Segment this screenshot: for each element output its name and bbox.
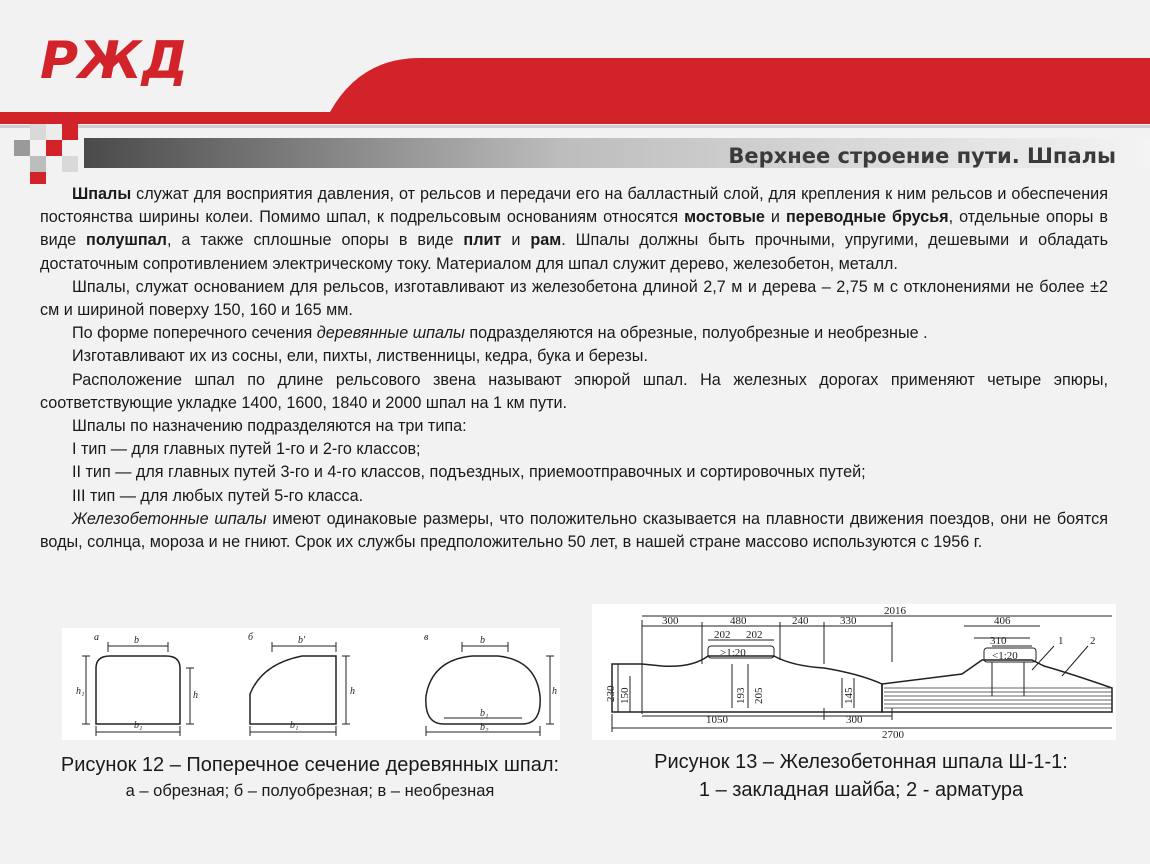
- paragraph-6: Шпалы по назначению подразделяются на три типа:: [72, 417, 467, 436]
- paragraph-7: I тип — для главных путей 1-го и 2-го классов;: [72, 440, 421, 459]
- fig13-dim-310: 310: [990, 635, 1007, 647]
- figure-13-drawing: [592, 604, 1116, 740]
- paragraph-2: Шпалы, служат основанием для рельсов, изготавливают из железобетона длиной 2,7 м и дерева – 2,75 м с отклонениями не более ±2 см и шириной поверху 150, 160 и 165 мм.: [40, 277, 1108, 320]
- fig13-dim-202b: 202: [746, 629, 763, 641]
- fig12-label-b: б: [248, 632, 254, 643]
- slide-header: [0, 0, 1150, 190]
- fig13-dim-240: 240: [792, 615, 809, 627]
- fig12-dim-b1-a: b₁: [134, 720, 143, 731]
- body-text: [40, 183, 1108, 554]
- paragraph-5: Расположение шпал по длине рельсового звена называют эпюрой шпал. На железных дорогах применяют четыре эпюры, соответствующие укладке 1400, 1600, 1840 и 2000 шпал на 1 км пути.: [40, 370, 1108, 412]
- fig12-dim-h-a: h: [193, 690, 198, 701]
- fig13-dim-205: 205: [753, 687, 765, 704]
- fig12-label-c: в: [424, 632, 429, 643]
- fig12-dim-b2-c: b₂: [480, 722, 489, 733]
- fig13-dim-193: 193: [735, 687, 747, 704]
- figure-12-caption-sub: а – обрезная; б – полуобрезная; в – необрезная: [125, 782, 495, 800]
- figure-13-caption: [608, 748, 1114, 804]
- fig13-dim-2700: 2700: [882, 729, 904, 741]
- figure-13-caption-line2: 1 – закладная шайба; 2 - арматура: [698, 779, 1024, 801]
- fig13-dim-145: 145: [843, 687, 855, 704]
- figure-12-caption: [14, 752, 606, 804]
- rzd-logo: [38, 30, 189, 91]
- fig13-dim-480: 480: [730, 615, 747, 627]
- paragraph-9: III тип — для любых путей 5-го класса.: [72, 486, 364, 505]
- fig13-dim-1050: 1050: [706, 714, 728, 726]
- fig12-label-a: а: [94, 632, 99, 643]
- svg-text:РЖД: РЖД: [40, 31, 189, 91]
- fig13-callout-2: 2: [1090, 635, 1096, 647]
- fig13-callout-1: 1: [1058, 635, 1064, 647]
- fig12-dim-b1-b: b₁: [290, 720, 299, 731]
- figure-12-cross-sections: [62, 628, 560, 740]
- paragraph-4: Изготавливают их из сосны, ели, пихты, лиственницы, кедра, бука и березы.: [72, 347, 648, 366]
- paragraph-3: По форме поперечного сечения деревянные шпалы подразделяются на обрезные, полуобрезные и необрезные .: [72, 324, 928, 343]
- fig13-dim-300b: 300: [846, 714, 863, 726]
- fig13-dim-202a: 202: [714, 629, 731, 641]
- paragraph-8: II тип — для главных путей 3-го и 4-го классов, подъездных, приемоотправочных и сортировочных путей;: [72, 463, 866, 482]
- fig12-dim-b-a: b: [134, 635, 139, 646]
- fig12-dim-h-b: h: [350, 686, 355, 697]
- figure-12-drawing: [62, 628, 560, 740]
- fig13-dim-2016: 2016: [884, 605, 906, 617]
- fig12-dim-bprime: b': [298, 635, 306, 646]
- fig13-dim-150: 150: [619, 687, 631, 704]
- fig12-dim-h1-a: h₁: [76, 686, 85, 697]
- paragraph-1: Шпалы служат для восприятия давления, от рельсов и передачи его на балластный слой, для крепления к ним рельсов и обеспечения постоянства ширины колеи. Помимо шпал, к подрельсовым основаниям относятся мостовые и переводные брусья, отдельные опоры в виде полушпал, а также сплошные опоры в виде плит и рам. Шпалы должны быть прочными, упругими, дешевыми и обладать достаточным сопротивлением электрическому току. Материалом для шпал служит дерево, железобетон, металл.: [40, 185, 1109, 273]
- fig12-dim-h-c: h: [552, 686, 557, 697]
- fig13-dim-406: 406: [994, 615, 1011, 627]
- figure-13-concrete-sleeper: [592, 604, 1116, 740]
- paragraph-10: Железобетонные шпалы имеют одинаковые размеры, что положительно сказывается на плавности движения поездов, они не боятся воды, солнца, мороза и не гниют. Срок их службы предположительно 50 лет, в нашей стране массово используются с 1956 г.: [40, 509, 1108, 552]
- fig12-dim-b-c: b: [480, 635, 485, 646]
- fig12-dim-b1-c: b₁: [480, 708, 489, 719]
- page-title: Верхнее строение пути. Шпалы: [728, 144, 1116, 168]
- fig13-dim-230: 230: [605, 685, 617, 702]
- fig13-slope-left: >1:20: [720, 647, 746, 659]
- fig13-dim-330: 330: [840, 615, 857, 627]
- fig13-slope-right: <1:20: [992, 650, 1018, 662]
- figure-13-caption-line1: Рисунок 13 – Железобетонная шпала Ш-1-1:: [654, 751, 1068, 773]
- figure-12-caption-title: Рисунок 12 – Поперечное сечение деревянных шпал:: [60, 754, 560, 776]
- fig13-dim-300: 300: [662, 615, 679, 627]
